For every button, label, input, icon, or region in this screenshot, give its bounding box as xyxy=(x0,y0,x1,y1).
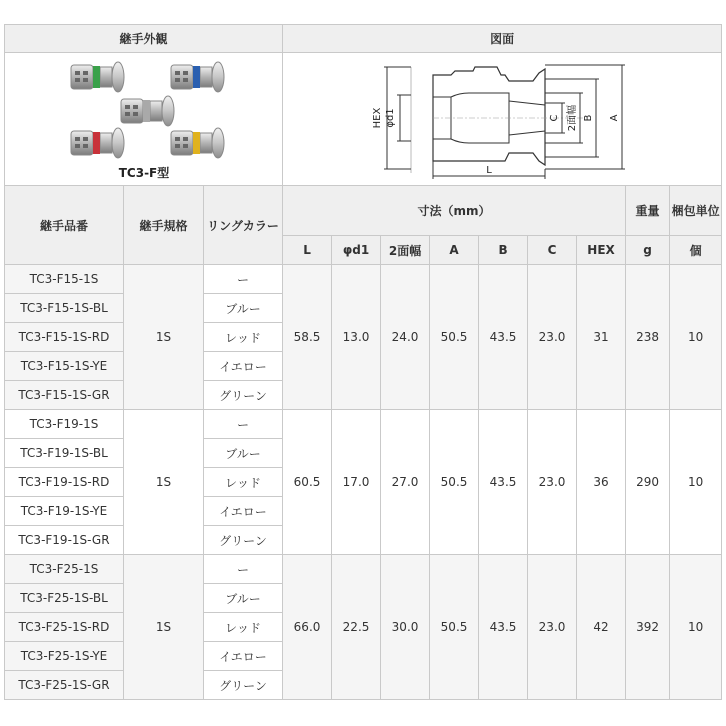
ring-color-cell: グリーン xyxy=(204,526,283,555)
spec-cell: 1S xyxy=(124,265,204,410)
spec-cell: 1S xyxy=(124,555,204,700)
part-number-cell: TC3-F25-1S-YE xyxy=(5,642,124,671)
ring-yellow xyxy=(193,132,200,154)
value-cell-l: 58.5 xyxy=(283,265,332,410)
col-spec: 継手規格 xyxy=(124,186,204,265)
value-cell-b: 43.5 xyxy=(479,555,528,700)
technical-drawing xyxy=(283,53,722,185)
label-l: L xyxy=(486,165,492,176)
ring-color-cell: ー xyxy=(204,410,283,439)
ring-color-cell: イエロー xyxy=(204,352,283,381)
fitting-plain xyxy=(121,96,174,126)
ring-color-cell: レッド xyxy=(204,613,283,642)
part-number-cell: TC3-F25-1S-GR xyxy=(5,671,124,700)
label-a: A xyxy=(609,114,621,122)
label-hex: HEX xyxy=(372,107,384,129)
drawing-cell xyxy=(283,53,722,186)
table-row xyxy=(5,410,722,439)
appearance-header: 継手外観 xyxy=(5,25,283,53)
col-hex: HEX xyxy=(577,236,626,265)
part-number-cell: TC3-F19-1S xyxy=(5,410,124,439)
label-phi-d1: φd1 xyxy=(385,108,397,128)
col-weight: 重量 xyxy=(626,186,670,236)
ring-color-cell: イエロー xyxy=(204,642,283,671)
spec-table xyxy=(4,24,722,700)
table-row xyxy=(5,555,722,584)
part-number-cell: TC3-F15-1S xyxy=(5,265,124,294)
col-unit: 個 xyxy=(670,236,722,265)
value-cell-pack: 10 xyxy=(670,265,722,410)
value-cell-w2: 30.0 xyxy=(381,555,430,700)
ring-color-cell: ブルー xyxy=(204,439,283,468)
value-cell-d1: 13.0 xyxy=(332,265,381,410)
part-number-cell: TC3-F19-1S-YE xyxy=(5,497,124,526)
photo-caption: TC3-F型 xyxy=(118,166,170,180)
value-cell-g: 290 xyxy=(626,410,670,555)
label-flats: 2面幅 xyxy=(567,104,579,132)
table-body xyxy=(5,265,722,700)
product-photo-cell xyxy=(5,53,283,186)
drawing-header: 図面 xyxy=(283,25,722,53)
fitting-green xyxy=(71,62,124,92)
value-cell-b: 43.5 xyxy=(479,410,528,555)
part-number-cell: TC3-F15-1S-YE xyxy=(5,352,124,381)
value-cell-hex: 31 xyxy=(577,265,626,410)
table-row xyxy=(5,265,722,294)
value-cell-c: 23.0 xyxy=(528,555,577,700)
col-c: C xyxy=(528,236,577,265)
col-part-number: 継手品番 xyxy=(5,186,124,265)
ring-color-cell: グリーン xyxy=(204,671,283,700)
fitting-cross-section-drawing xyxy=(283,53,722,185)
value-cell-g: 238 xyxy=(626,265,670,410)
value-cell-a: 50.5 xyxy=(430,555,479,700)
ring-green xyxy=(93,66,100,88)
value-cell-w2: 27.0 xyxy=(381,410,430,555)
value-cell-a: 50.5 xyxy=(430,410,479,555)
value-cell-w2: 24.0 xyxy=(381,265,430,410)
col-b: B xyxy=(479,236,528,265)
label-c: C xyxy=(549,114,561,122)
part-number-cell: TC3-F15-1S-RD xyxy=(5,323,124,352)
part-number-cell: TC3-F19-1S-GR xyxy=(5,526,124,555)
value-cell-g: 392 xyxy=(626,555,670,700)
col-l: L xyxy=(283,236,332,265)
spec-cell: 1S xyxy=(124,410,204,555)
part-number-cell: TC3-F25-1S-RD xyxy=(5,613,124,642)
value-cell-c: 23.0 xyxy=(528,410,577,555)
value-cell-l: 66.0 xyxy=(283,555,332,700)
value-cell-c: 23.0 xyxy=(528,265,577,410)
col-d1: φd1 xyxy=(332,236,381,265)
fittings-photo-image xyxy=(5,53,283,185)
ring-color-cell: イエロー xyxy=(204,497,283,526)
ring-red xyxy=(93,132,100,154)
part-number-cell: TC3-F19-1S-RD xyxy=(5,468,124,497)
part-number-cell: TC3-F15-1S-BL xyxy=(5,294,124,323)
ring-color-cell: ー xyxy=(204,555,283,584)
fitting-blue xyxy=(171,62,224,92)
value-cell-pack: 10 xyxy=(670,555,722,700)
label-b: B xyxy=(583,114,595,122)
col-dimensions: 寸法（mm） xyxy=(283,186,626,236)
part-number-cell: TC3-F25-1S-BL xyxy=(5,584,124,613)
col-a: A xyxy=(430,236,479,265)
value-cell-hex: 36 xyxy=(577,410,626,555)
value-cell-d1: 22.5 xyxy=(332,555,381,700)
value-cell-l: 60.5 xyxy=(283,410,332,555)
part-number-cell: TC3-F15-1S-GR xyxy=(5,381,124,410)
value-cell-d1: 17.0 xyxy=(332,410,381,555)
ring-color-cell: グリーン xyxy=(204,381,283,410)
value-cell-hex: 42 xyxy=(577,555,626,700)
value-cell-b: 43.5 xyxy=(479,265,528,410)
product-photo xyxy=(5,53,283,185)
ring-blue xyxy=(193,66,200,88)
col-ring-color: リングカラー xyxy=(204,186,283,265)
ring-color-cell: レッド xyxy=(204,468,283,497)
ring-color-cell: ブルー xyxy=(204,294,283,323)
ring-color-cell: レッド xyxy=(204,323,283,352)
ring-color-cell: ブルー xyxy=(204,584,283,613)
col-g: g xyxy=(626,236,670,265)
fitting-red xyxy=(71,128,124,158)
col-flats: 2面幅 xyxy=(381,236,430,265)
part-number-cell: TC3-F19-1S-BL xyxy=(5,439,124,468)
value-cell-a: 50.5 xyxy=(430,265,479,410)
value-cell-pack: 10 xyxy=(670,410,722,555)
ring-color-cell: ー xyxy=(204,265,283,294)
part-number-cell: TC3-F25-1S xyxy=(5,555,124,584)
fitting-yellow xyxy=(171,128,224,158)
col-pack: 梱包単位 xyxy=(670,186,722,236)
